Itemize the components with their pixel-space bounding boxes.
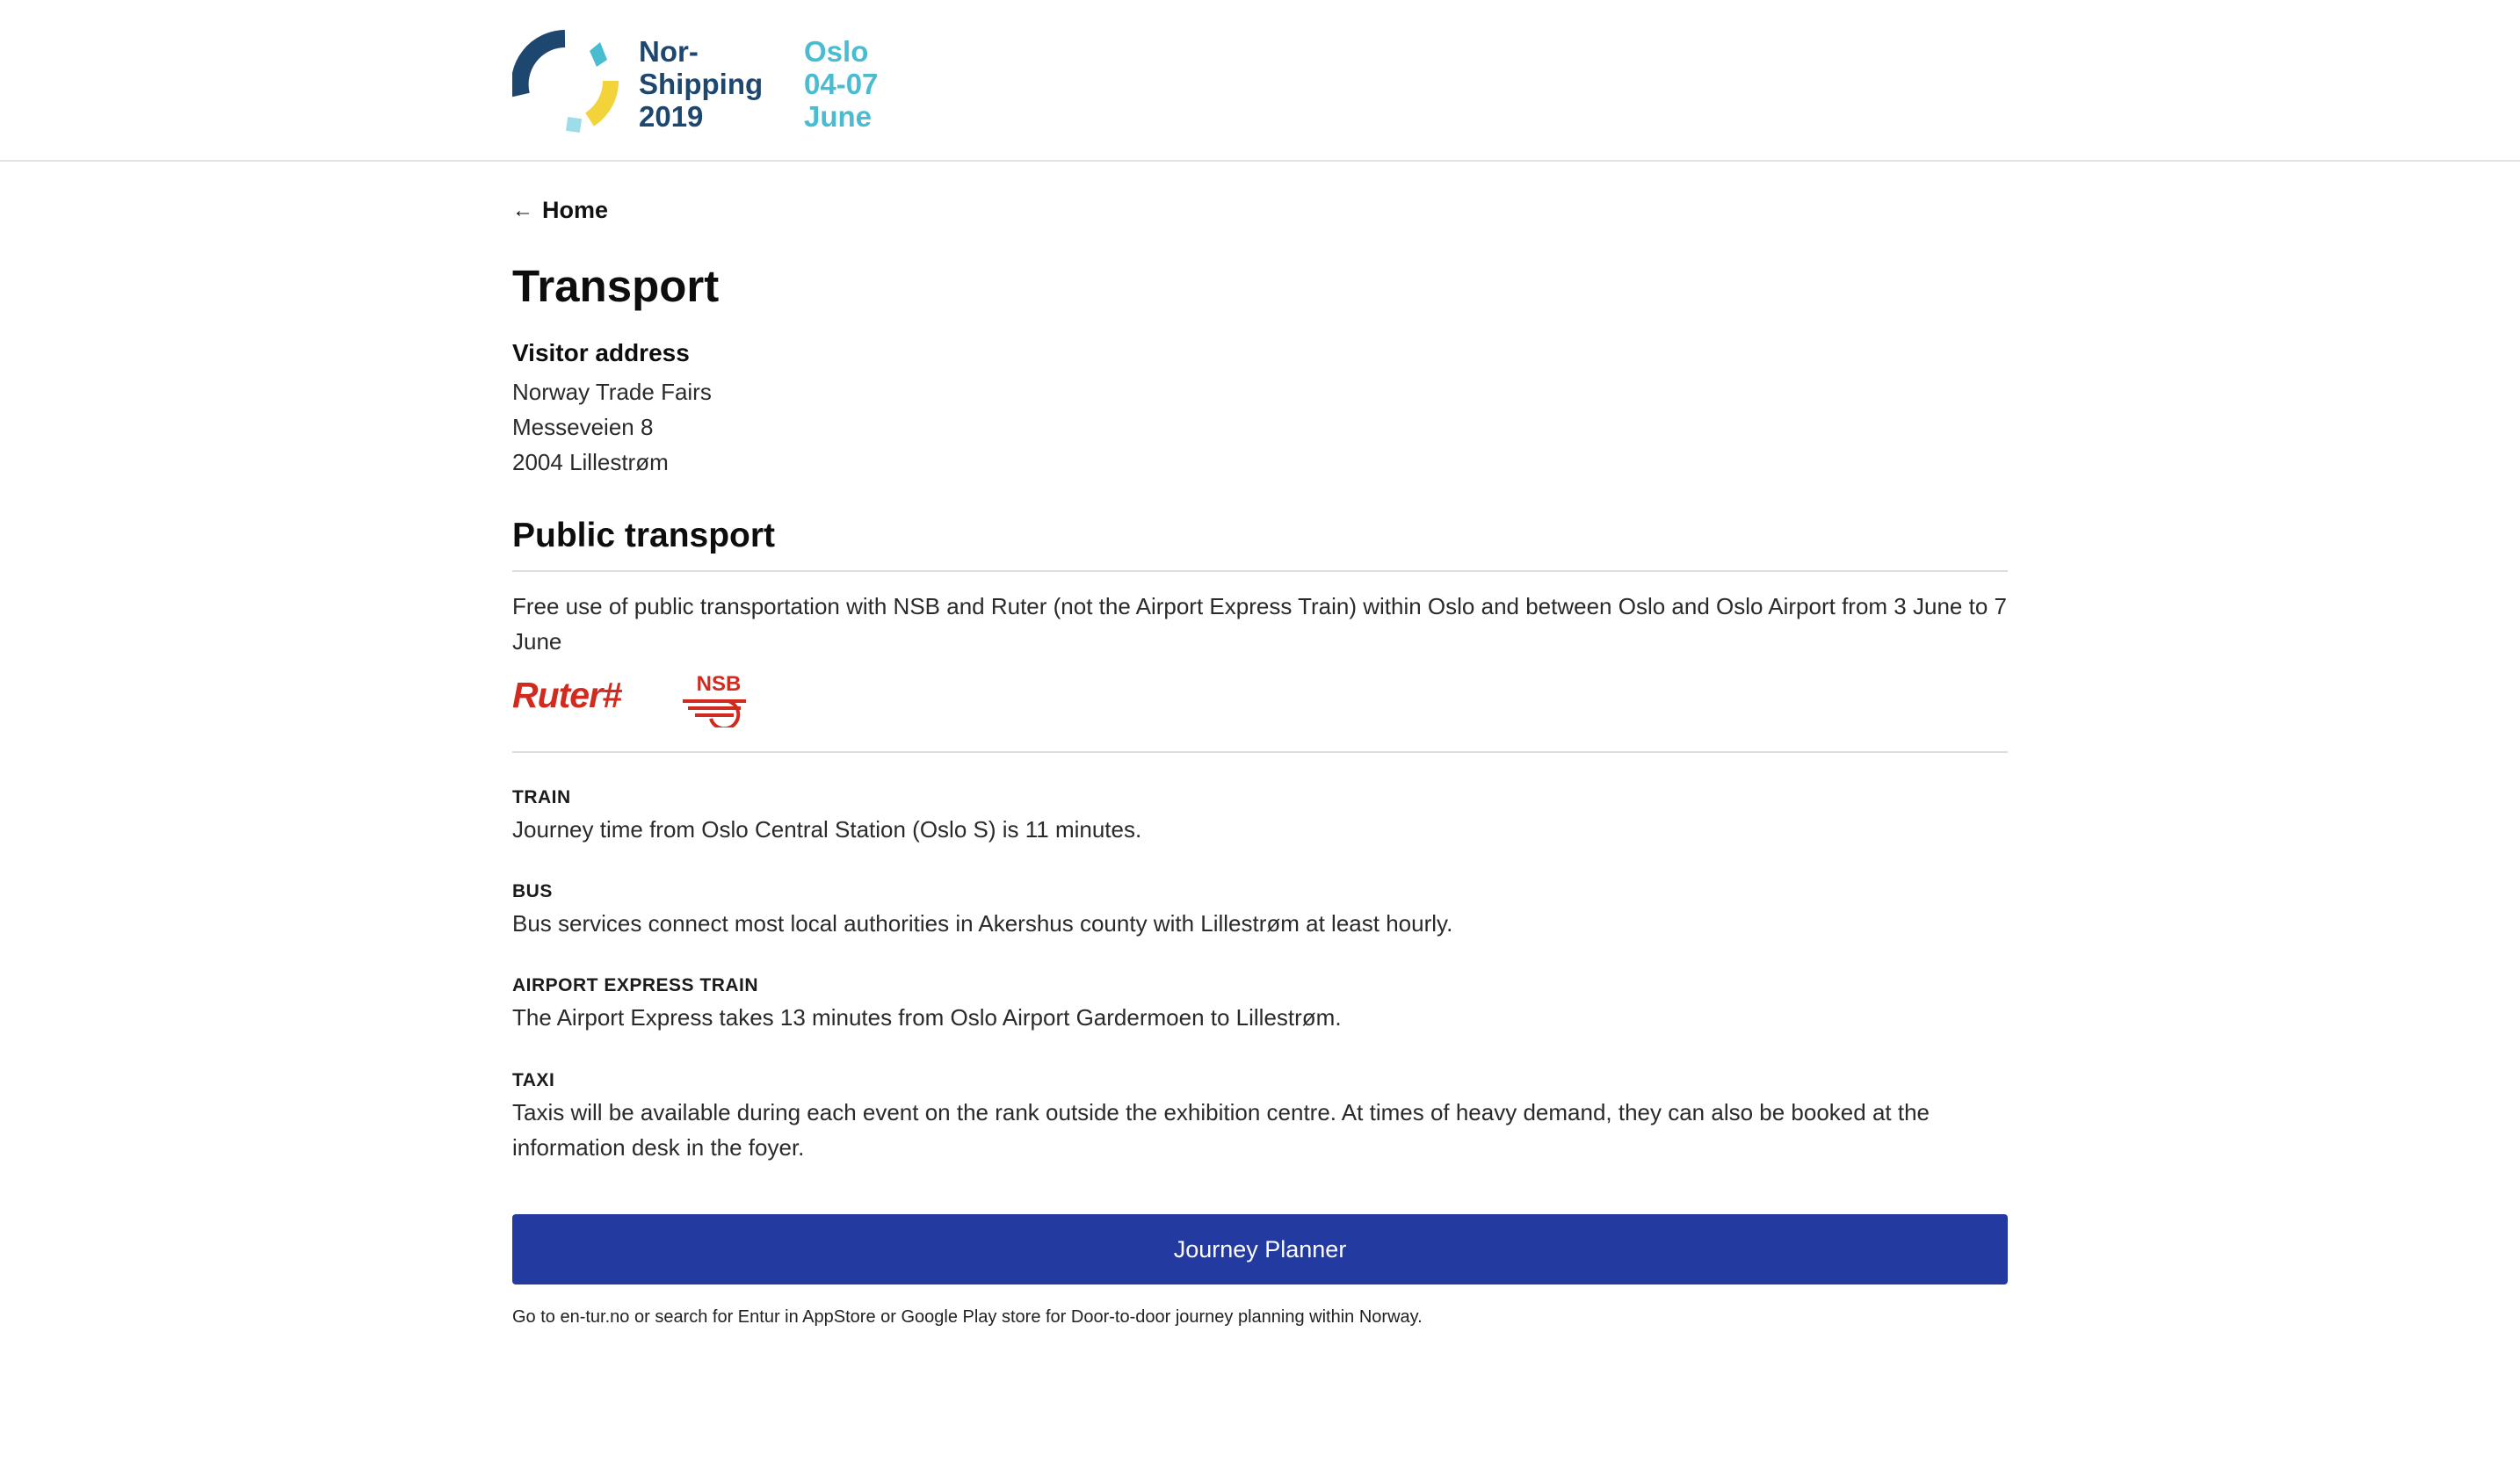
transport-operator-logos	[512, 671, 793, 733]
ruter-logo[interactable]: Ruter#	[512, 675, 621, 715]
mode-label: AIRPORT EXPRESS TRAIN	[512, 975, 759, 995]
journey-planner-button[interactable]: Journey Planner	[512, 1214, 2008, 1284]
address-line: 2004 Lillestrøm	[512, 449, 669, 475]
public-transport-heading: Public transport	[512, 517, 776, 554]
divider	[512, 751, 2008, 753]
public-transport-intro: Free use of public transportation with NSB and Ruter (not the Airport Express Train) within Oslo and between Oslo and Oslo Airport from 3 June to 7 June	[512, 593, 2007, 655]
arrow-left-icon: ←	[512, 198, 533, 222]
visitor-address	[512, 374, 712, 480]
transport-mode-taxi	[512, 1067, 2008, 1165]
transport-mode-airport-express	[512, 972, 2008, 1035]
journey-planner-footnote: Go to en-tur.no or search for Entur in AppStore or Google Play store for Door-to-door journey planning within Norway.	[512, 1307, 1423, 1327]
back-home-link[interactable]	[512, 197, 608, 224]
nor-shipping-logo-mark-icon	[512, 26, 621, 135]
divider	[512, 570, 2008, 572]
transport-mode-train	[512, 784, 2008, 847]
mode-label: BUS	[512, 881, 553, 901]
transport-mode-bus	[512, 878, 2008, 941]
mode-description: Bus services connect most local authorities in Akershus county with Lillestrøm at least hourly.	[512, 910, 1453, 937]
mode-description: Taxis will be available during each event on the rank outside the exhibition centre. At times of heavy demand, they can also be booked at the information desk in the foyer.	[512, 1099, 1930, 1161]
mode-description: The Airport Express takes 13 minutes from Oslo Airport Gardermoen to Lillestrøm.	[512, 1004, 1342, 1031]
nor-shipping-logo[interactable]	[512, 26, 899, 135]
mode-label: TRAIN	[512, 787, 571, 807]
site-header	[0, 0, 2520, 162]
logo-date-text: Oslo 04-07 June	[804, 35, 879, 133]
address-line: Messeveien 8	[512, 414, 654, 440]
mode-label: TAXI	[512, 1070, 555, 1090]
address-line: Norway Trade Fairs	[512, 379, 712, 405]
mode-description: Journey time from Oslo Central Station (Oslo S) is 11 minutes.	[512, 816, 1142, 843]
page-title: Transport	[512, 261, 720, 311]
nsb-logo[interactable]	[679, 671, 758, 727]
back-home-label: Home	[542, 197, 609, 223]
visitor-address-heading: Visitor address	[512, 339, 690, 366]
nsb-logo-text: NSB	[696, 672, 742, 696]
logo-name-text: Nor- Shipping 2019	[639, 35, 764, 133]
